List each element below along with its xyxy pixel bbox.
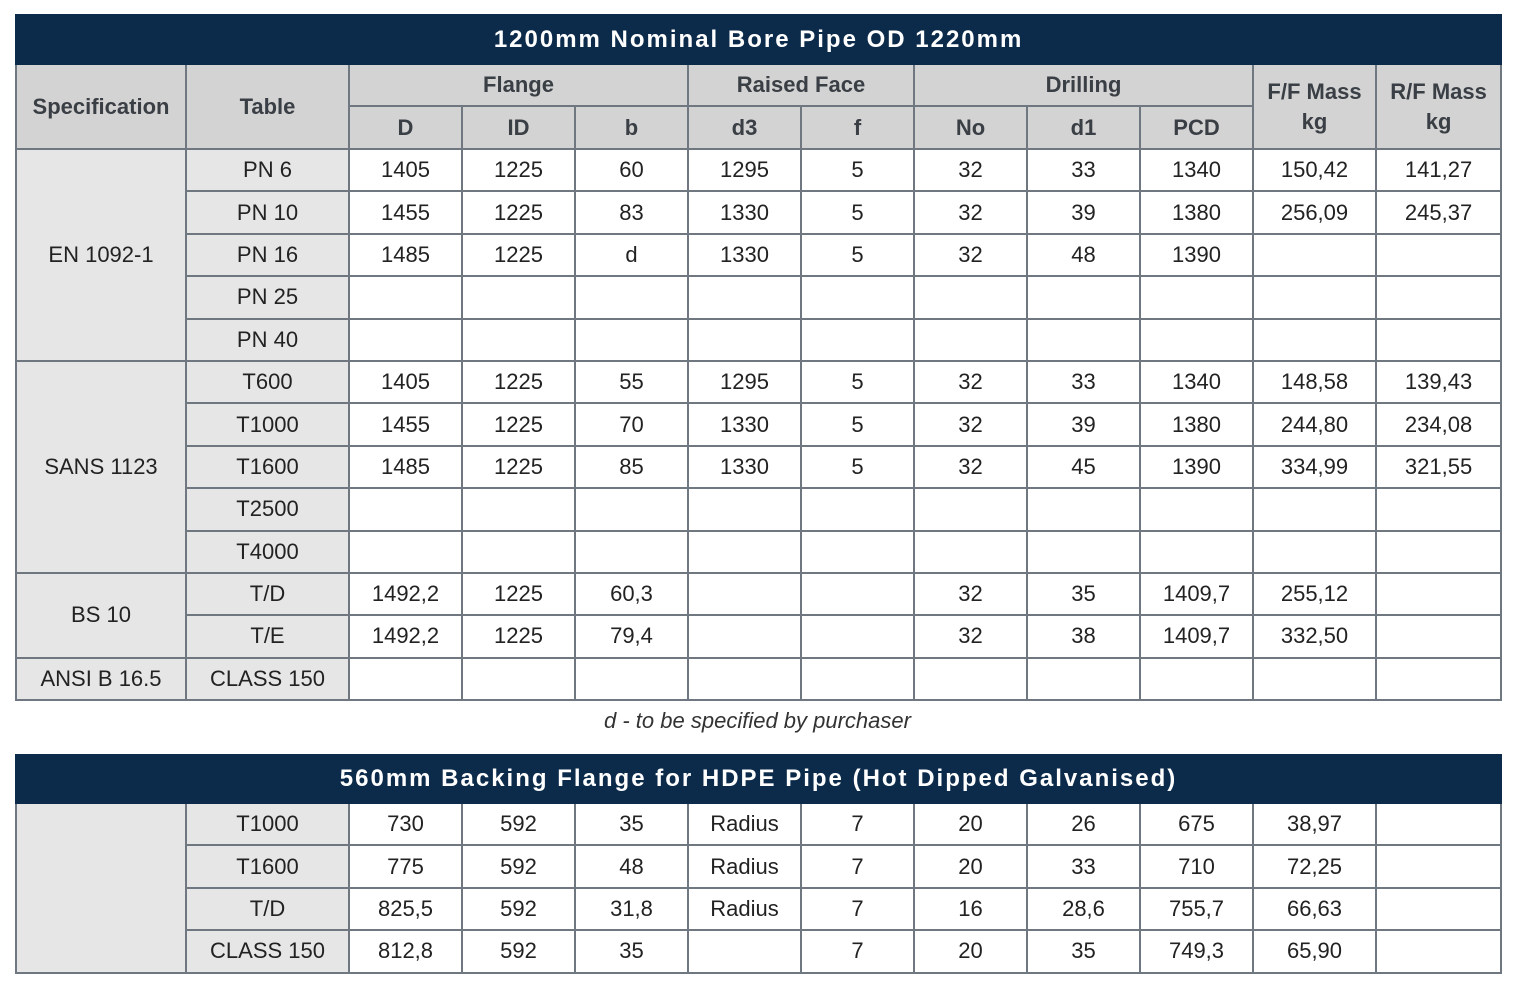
value-cell: 20 xyxy=(914,845,1027,887)
header-rf-mass xyxy=(1376,64,1501,149)
value-cell: 812,8 xyxy=(349,930,462,972)
value-cell xyxy=(1376,531,1501,573)
value-cell: 5 xyxy=(801,361,914,403)
value-cell: 1330 xyxy=(688,446,801,488)
subheader-no: No xyxy=(914,106,1027,149)
value-cell: 35 xyxy=(1027,930,1140,972)
value-cell xyxy=(1376,845,1501,887)
value-cell: 32 xyxy=(914,149,1027,191)
value-cell xyxy=(1376,888,1501,930)
table-class-cell: CLASS 150 xyxy=(186,930,349,972)
value-cell: 26 xyxy=(1027,803,1140,845)
flange-spec-table xyxy=(15,14,1502,701)
value-cell xyxy=(688,531,801,573)
value-cell: 20 xyxy=(914,930,1027,972)
value-cell: 755,7 xyxy=(1140,888,1253,930)
table-row xyxy=(16,803,1501,845)
value-cell xyxy=(575,488,688,530)
value-cell xyxy=(801,658,914,700)
table-class-cell: PN 16 xyxy=(186,234,349,276)
value-cell: 45 xyxy=(1027,446,1140,488)
value-cell: 775 xyxy=(349,845,462,887)
value-cell xyxy=(688,615,801,657)
value-cell xyxy=(1027,531,1140,573)
value-cell: 35 xyxy=(575,803,688,845)
header-specification: Specification xyxy=(16,64,186,149)
value-cell: 141,27 xyxy=(1376,149,1501,191)
value-cell: 244,80 xyxy=(1253,403,1376,445)
value-cell: 1340 xyxy=(1140,149,1253,191)
table-row xyxy=(16,531,1501,573)
table-class-cell: PN 10 xyxy=(186,191,349,233)
rf-mass-unit: kg xyxy=(1425,108,1452,134)
table-class-cell: CLASS 150 xyxy=(186,658,349,700)
value-cell: 1225 xyxy=(462,361,575,403)
table-body xyxy=(16,149,1501,700)
value-cell xyxy=(914,531,1027,573)
value-cell: 1455 xyxy=(349,191,462,233)
subheader-d1: d1 xyxy=(1027,106,1140,149)
value-cell xyxy=(801,531,914,573)
table-row xyxy=(16,234,1501,276)
table-class-cell: T1000 xyxy=(186,403,349,445)
spec-cell: EN 1092-1 xyxy=(16,149,186,361)
subheader-id: ID xyxy=(462,106,575,149)
value-cell: 139,43 xyxy=(1376,361,1501,403)
value-cell: 85 xyxy=(575,446,688,488)
value-cell: 730 xyxy=(349,803,462,845)
value-cell: 1405 xyxy=(349,149,462,191)
value-cell: 1225 xyxy=(462,234,575,276)
ff-mass-unit: kg xyxy=(1301,108,1328,134)
table-class-cell: PN 40 xyxy=(186,319,349,361)
table-class-cell: T2500 xyxy=(186,488,349,530)
value-cell xyxy=(1376,803,1501,845)
value-cell xyxy=(1140,531,1253,573)
value-cell xyxy=(1376,573,1501,615)
value-cell xyxy=(1376,488,1501,530)
value-cell: 5 xyxy=(801,191,914,233)
value-cell: 32 xyxy=(914,403,1027,445)
value-cell xyxy=(462,531,575,573)
value-cell xyxy=(1027,488,1140,530)
value-cell: 1295 xyxy=(688,149,801,191)
value-cell: 48 xyxy=(575,845,688,887)
value-cell: 256,09 xyxy=(1253,191,1376,233)
table-row xyxy=(16,191,1501,233)
value-cell: 321,55 xyxy=(1376,446,1501,488)
value-cell: 28,6 xyxy=(1027,888,1140,930)
value-cell xyxy=(801,276,914,318)
value-cell: 1485 xyxy=(349,446,462,488)
value-cell xyxy=(1253,319,1376,361)
value-cell xyxy=(1140,488,1253,530)
table-row xyxy=(16,615,1501,657)
value-cell xyxy=(1253,488,1376,530)
table-row xyxy=(16,488,1501,530)
header-table: Table xyxy=(186,64,349,149)
value-cell xyxy=(1376,234,1501,276)
value-cell xyxy=(1027,319,1140,361)
value-cell xyxy=(688,930,801,972)
value-cell: 1485 xyxy=(349,234,462,276)
subheader-b: b xyxy=(575,106,688,149)
value-cell xyxy=(1376,658,1501,700)
value-cell xyxy=(1140,658,1253,700)
table-class-cell: T600 xyxy=(186,361,349,403)
value-cell xyxy=(1140,276,1253,318)
value-cell: 1409,7 xyxy=(1140,573,1253,615)
value-cell: 675 xyxy=(1140,803,1253,845)
value-cell: 1409,7 xyxy=(1140,615,1253,657)
value-cell: 1225 xyxy=(462,615,575,657)
value-cell: 5 xyxy=(801,234,914,276)
value-cell xyxy=(1253,531,1376,573)
value-cell xyxy=(349,531,462,573)
backing-table-title: 560mm Backing Flange for HDPE Pipe (Hot Dipped Galvanised) xyxy=(16,755,1501,803)
value-cell: 592 xyxy=(462,888,575,930)
value-cell: 38,97 xyxy=(1253,803,1376,845)
value-cell xyxy=(462,319,575,361)
value-cell: 5 xyxy=(801,403,914,445)
value-cell: 35 xyxy=(1027,573,1140,615)
value-cell: Radius xyxy=(688,845,801,887)
table-row xyxy=(16,319,1501,361)
value-cell xyxy=(1140,319,1253,361)
value-cell xyxy=(688,488,801,530)
value-cell xyxy=(349,276,462,318)
value-cell: 1295 xyxy=(688,361,801,403)
value-cell: 332,50 xyxy=(1253,615,1376,657)
value-cell xyxy=(688,658,801,700)
value-cell: 35 xyxy=(575,930,688,972)
table-row xyxy=(16,573,1501,615)
value-cell: 825,5 xyxy=(349,888,462,930)
value-cell: 592 xyxy=(462,930,575,972)
ff-mass-label: F/F Mass xyxy=(1267,78,1362,104)
value-cell xyxy=(1376,615,1501,657)
value-cell: 1390 xyxy=(1140,234,1253,276)
table-row xyxy=(16,658,1501,700)
spec-cell: ANSI B 16.5 xyxy=(16,658,186,700)
value-cell: 7 xyxy=(801,845,914,887)
value-cell: 33 xyxy=(1027,845,1140,887)
value-cell xyxy=(349,319,462,361)
value-cell: d xyxy=(575,234,688,276)
value-cell xyxy=(801,615,914,657)
table-row xyxy=(16,888,1501,930)
value-cell xyxy=(914,319,1027,361)
table-class-cell: PN 25 xyxy=(186,276,349,318)
subheader-f: f xyxy=(801,106,914,149)
value-cell: 32 xyxy=(914,191,1027,233)
value-cell: 7 xyxy=(801,888,914,930)
value-cell: 7 xyxy=(801,803,914,845)
table-class-cell: T/E xyxy=(186,615,349,657)
value-cell: 1340 xyxy=(1140,361,1253,403)
value-cell: 60,3 xyxy=(575,573,688,615)
header-ff-mass xyxy=(1253,64,1376,149)
value-cell: 16 xyxy=(914,888,1027,930)
value-cell xyxy=(688,276,801,318)
value-cell: 32 xyxy=(914,234,1027,276)
value-cell: 1380 xyxy=(1140,191,1253,233)
value-cell: 1380 xyxy=(1140,403,1253,445)
value-cell: 592 xyxy=(462,803,575,845)
value-cell: 245,37 xyxy=(1376,191,1501,233)
value-cell: 1492,2 xyxy=(349,615,462,657)
value-cell xyxy=(1376,319,1501,361)
value-cell: 20 xyxy=(914,803,1027,845)
value-cell: 48 xyxy=(1027,234,1140,276)
table-class-cell: T/D xyxy=(186,888,349,930)
value-cell: 55 xyxy=(575,361,688,403)
value-cell xyxy=(801,319,914,361)
value-cell: Radius xyxy=(688,803,801,845)
value-cell xyxy=(1027,658,1140,700)
value-cell: 32 xyxy=(914,573,1027,615)
value-cell: 66,63 xyxy=(1253,888,1376,930)
value-cell xyxy=(462,488,575,530)
table-class-cell: T/D xyxy=(186,573,349,615)
spec-cell: SANS 1123 xyxy=(16,361,186,573)
value-cell: 83 xyxy=(575,191,688,233)
subheader-pcd: PCD xyxy=(1140,106,1253,149)
value-cell xyxy=(688,573,801,615)
value-cell xyxy=(914,658,1027,700)
table-row xyxy=(16,446,1501,488)
table-row xyxy=(16,361,1501,403)
value-cell: 148,58 xyxy=(1253,361,1376,403)
value-cell xyxy=(575,531,688,573)
value-cell: 32 xyxy=(914,361,1027,403)
spec-cell: BS 10 xyxy=(16,573,186,658)
value-cell xyxy=(688,319,801,361)
subheader-d3: d3 xyxy=(688,106,801,149)
table-row xyxy=(16,930,1501,972)
value-cell: 70 xyxy=(575,403,688,445)
value-cell: 592 xyxy=(462,845,575,887)
footnote: d - to be specified by purchaser xyxy=(604,708,911,733)
value-cell: 32 xyxy=(914,446,1027,488)
value-cell: Radius xyxy=(688,888,801,930)
header-raised-face: Raised Face xyxy=(688,64,914,106)
value-cell: 1330 xyxy=(688,403,801,445)
table-class-cell: T1600 xyxy=(186,845,349,887)
value-cell xyxy=(349,488,462,530)
value-cell: 33 xyxy=(1027,149,1140,191)
value-cell: 39 xyxy=(1027,403,1140,445)
value-cell: 1330 xyxy=(688,234,801,276)
table-row xyxy=(16,845,1501,887)
value-cell xyxy=(575,319,688,361)
value-cell xyxy=(1253,234,1376,276)
header-flange: Flange xyxy=(349,64,688,106)
value-cell: 1225 xyxy=(462,403,575,445)
value-cell: 234,08 xyxy=(1376,403,1501,445)
value-cell: 5 xyxy=(801,149,914,191)
value-cell xyxy=(1253,276,1376,318)
value-cell: 39 xyxy=(1027,191,1140,233)
value-cell: 72,25 xyxy=(1253,845,1376,887)
value-cell: 255,12 xyxy=(1253,573,1376,615)
value-cell xyxy=(575,658,688,700)
value-cell: 150,42 xyxy=(1253,149,1376,191)
value-cell: 1330 xyxy=(688,191,801,233)
table-class-cell: T1600 xyxy=(186,446,349,488)
value-cell: 1492,2 xyxy=(349,573,462,615)
table-row xyxy=(16,276,1501,318)
value-cell: 79,4 xyxy=(575,615,688,657)
value-cell: 38 xyxy=(1027,615,1140,657)
value-cell: 1455 xyxy=(349,403,462,445)
backing-flange-table xyxy=(15,754,1502,974)
value-cell: 1225 xyxy=(462,191,575,233)
value-cell xyxy=(462,658,575,700)
backing-table-body xyxy=(16,803,1501,973)
value-cell xyxy=(801,573,914,615)
value-cell xyxy=(914,276,1027,318)
table-title: 1200mm Nominal Bore Pipe OD 1220mm xyxy=(16,15,1501,64)
value-cell: 1225 xyxy=(462,573,575,615)
value-cell: 1225 xyxy=(462,446,575,488)
value-cell xyxy=(1027,276,1140,318)
table-class-cell: PN 6 xyxy=(186,149,349,191)
value-cell: 60 xyxy=(575,149,688,191)
value-cell: 65,90 xyxy=(1253,930,1376,972)
value-cell xyxy=(349,658,462,700)
value-cell xyxy=(914,488,1027,530)
value-cell xyxy=(1376,276,1501,318)
value-cell: 5 xyxy=(801,446,914,488)
subheader-d: D xyxy=(349,106,462,149)
table-class-cell: T4000 xyxy=(186,531,349,573)
value-cell xyxy=(1253,658,1376,700)
value-cell: 334,99 xyxy=(1253,446,1376,488)
table-row xyxy=(16,403,1501,445)
value-cell: 7 xyxy=(801,930,914,972)
value-cell: 710 xyxy=(1140,845,1253,887)
value-cell: 1225 xyxy=(462,149,575,191)
value-cell: 1405 xyxy=(349,361,462,403)
spec-cell-empty xyxy=(16,803,186,973)
header-drilling: Drilling xyxy=(914,64,1253,106)
table-class-cell: T1000 xyxy=(186,803,349,845)
value-cell: 31,8 xyxy=(575,888,688,930)
rf-mass-label: R/F Mass xyxy=(1390,78,1487,104)
table-row xyxy=(16,149,1501,191)
value-cell: 33 xyxy=(1027,361,1140,403)
value-cell xyxy=(1376,930,1501,972)
value-cell xyxy=(801,488,914,530)
value-cell xyxy=(462,276,575,318)
value-cell: 32 xyxy=(914,615,1027,657)
value-cell: 749,3 xyxy=(1140,930,1253,972)
value-cell xyxy=(575,276,688,318)
value-cell: 1390 xyxy=(1140,446,1253,488)
